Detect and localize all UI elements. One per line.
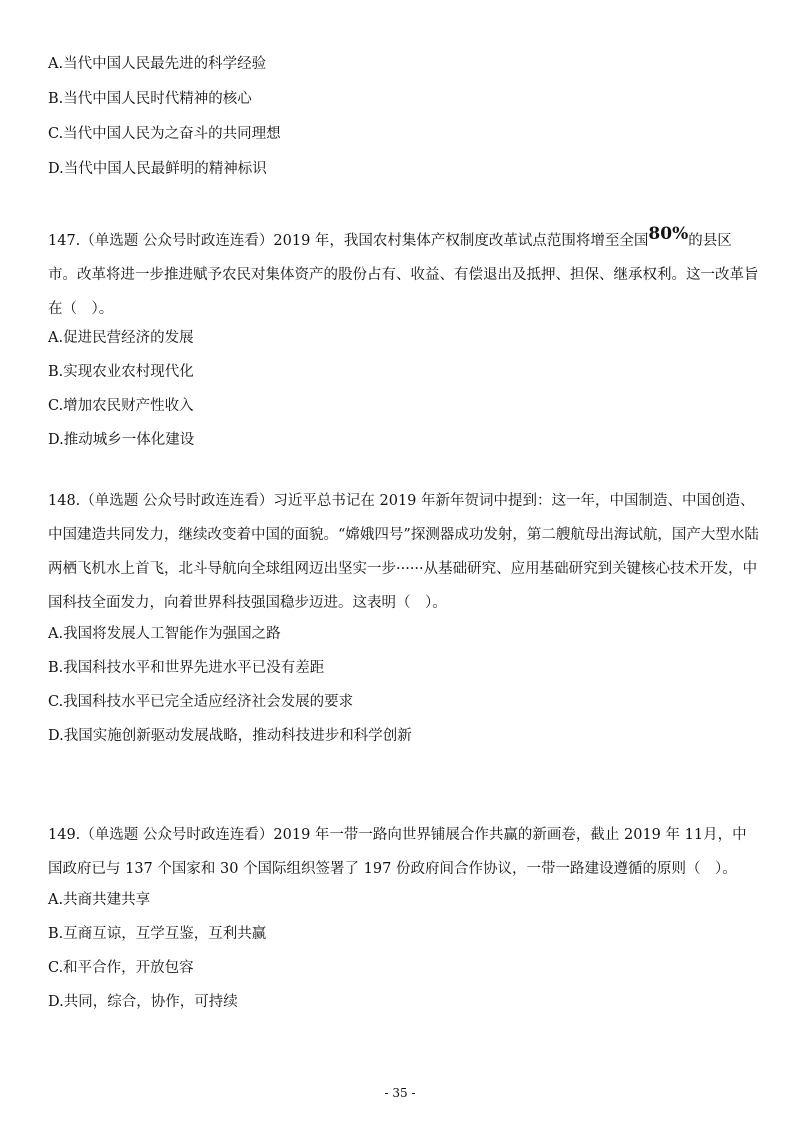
option-a: A.当代中国人民最先进的科学经验 bbox=[48, 56, 267, 72]
option-d: D.当代中国人民最鲜明的精神标识 bbox=[48, 161, 267, 177]
page-number: - 35 - bbox=[384, 1086, 416, 1100]
option-b: B.实现农业农村现代化 bbox=[48, 364, 194, 380]
percentage-value: 80% bbox=[648, 224, 689, 244]
option-b: B.我国科技水平和世界先进水平已没有差距 bbox=[48, 660, 325, 676]
question-147-stem bbox=[48, 223, 760, 326]
option-c: C.我国科技水平已完全适应经济社会发展的要求 bbox=[48, 694, 354, 710]
question-147-stem-before: 147.（单选题 公众号时政连连看）2019 年，我国农村集体产权制度改革试点范围将增至全国 bbox=[48, 233, 649, 249]
question-148 bbox=[48, 484, 760, 760]
option-d: D.我国实施创新驱动发展战略，推动科技进步和科学创新 bbox=[48, 728, 412, 744]
option-c: C.增加农民财产性收入 bbox=[48, 398, 194, 414]
option-a: A.促进民营经济的发展 bbox=[48, 330, 194, 346]
option-a: A.共商共建共享 bbox=[48, 892, 151, 908]
option-c: C.和平合作，开放包容 bbox=[48, 960, 194, 976]
option-d: D.推动城乡一体化建设 bbox=[48, 432, 195, 448]
option-b: B.互商互谅，互学互鉴，互利共赢 bbox=[48, 926, 267, 942]
option-d: D.共同，综合，协作，可持续 bbox=[48, 994, 238, 1010]
option-b: B.当代中国人民时代精神的核心 bbox=[48, 91, 252, 107]
question-147-stem-after: 的县区市。改革将进一步推进赋予农民对集体资产的股份占有、收益、有偿退出及抵押、担保、继承权利。这一改革旨在（ ）。 bbox=[48, 233, 759, 317]
option-c: C.当代中国人民为之奋斗的共同理想 bbox=[48, 126, 281, 142]
previous-question-options bbox=[48, 54, 760, 194]
question-148-stem: 148.（单选题 公众号时政连连看）习近平总书记在 2019 年新年贺词中提到：这一年，中国制造、中国创造、中国建造共同发力，继续改变着中国的面貌。“嫦娥四号”探测器成功发射，第二艘航母出海试航，国产大型水陆两栖飞机水上首飞，北斗导航向全球组网迈出坚实一步······从基础研究、应用基础研究到关键核心技术开发，中国科技全面发力，向着世界科技强国稳步迈进。这表明（ ）。 bbox=[48, 493, 759, 611]
question-147 bbox=[48, 223, 760, 464]
question-149-stem: 149.（单选题 公众号时政连连看）2019 年一带一路向世界铺展合作共赢的新画卷，截止 2019 年 11月，中国政府已与 137 个国家和 30 个国际组织签署了 197 份政府间合作协议，一带一路建设遵循的原则（ ）。 bbox=[48, 827, 747, 877]
question-149 bbox=[48, 818, 760, 1026]
option-a: A.我国将发展人工智能作为强国之路 bbox=[48, 626, 281, 642]
